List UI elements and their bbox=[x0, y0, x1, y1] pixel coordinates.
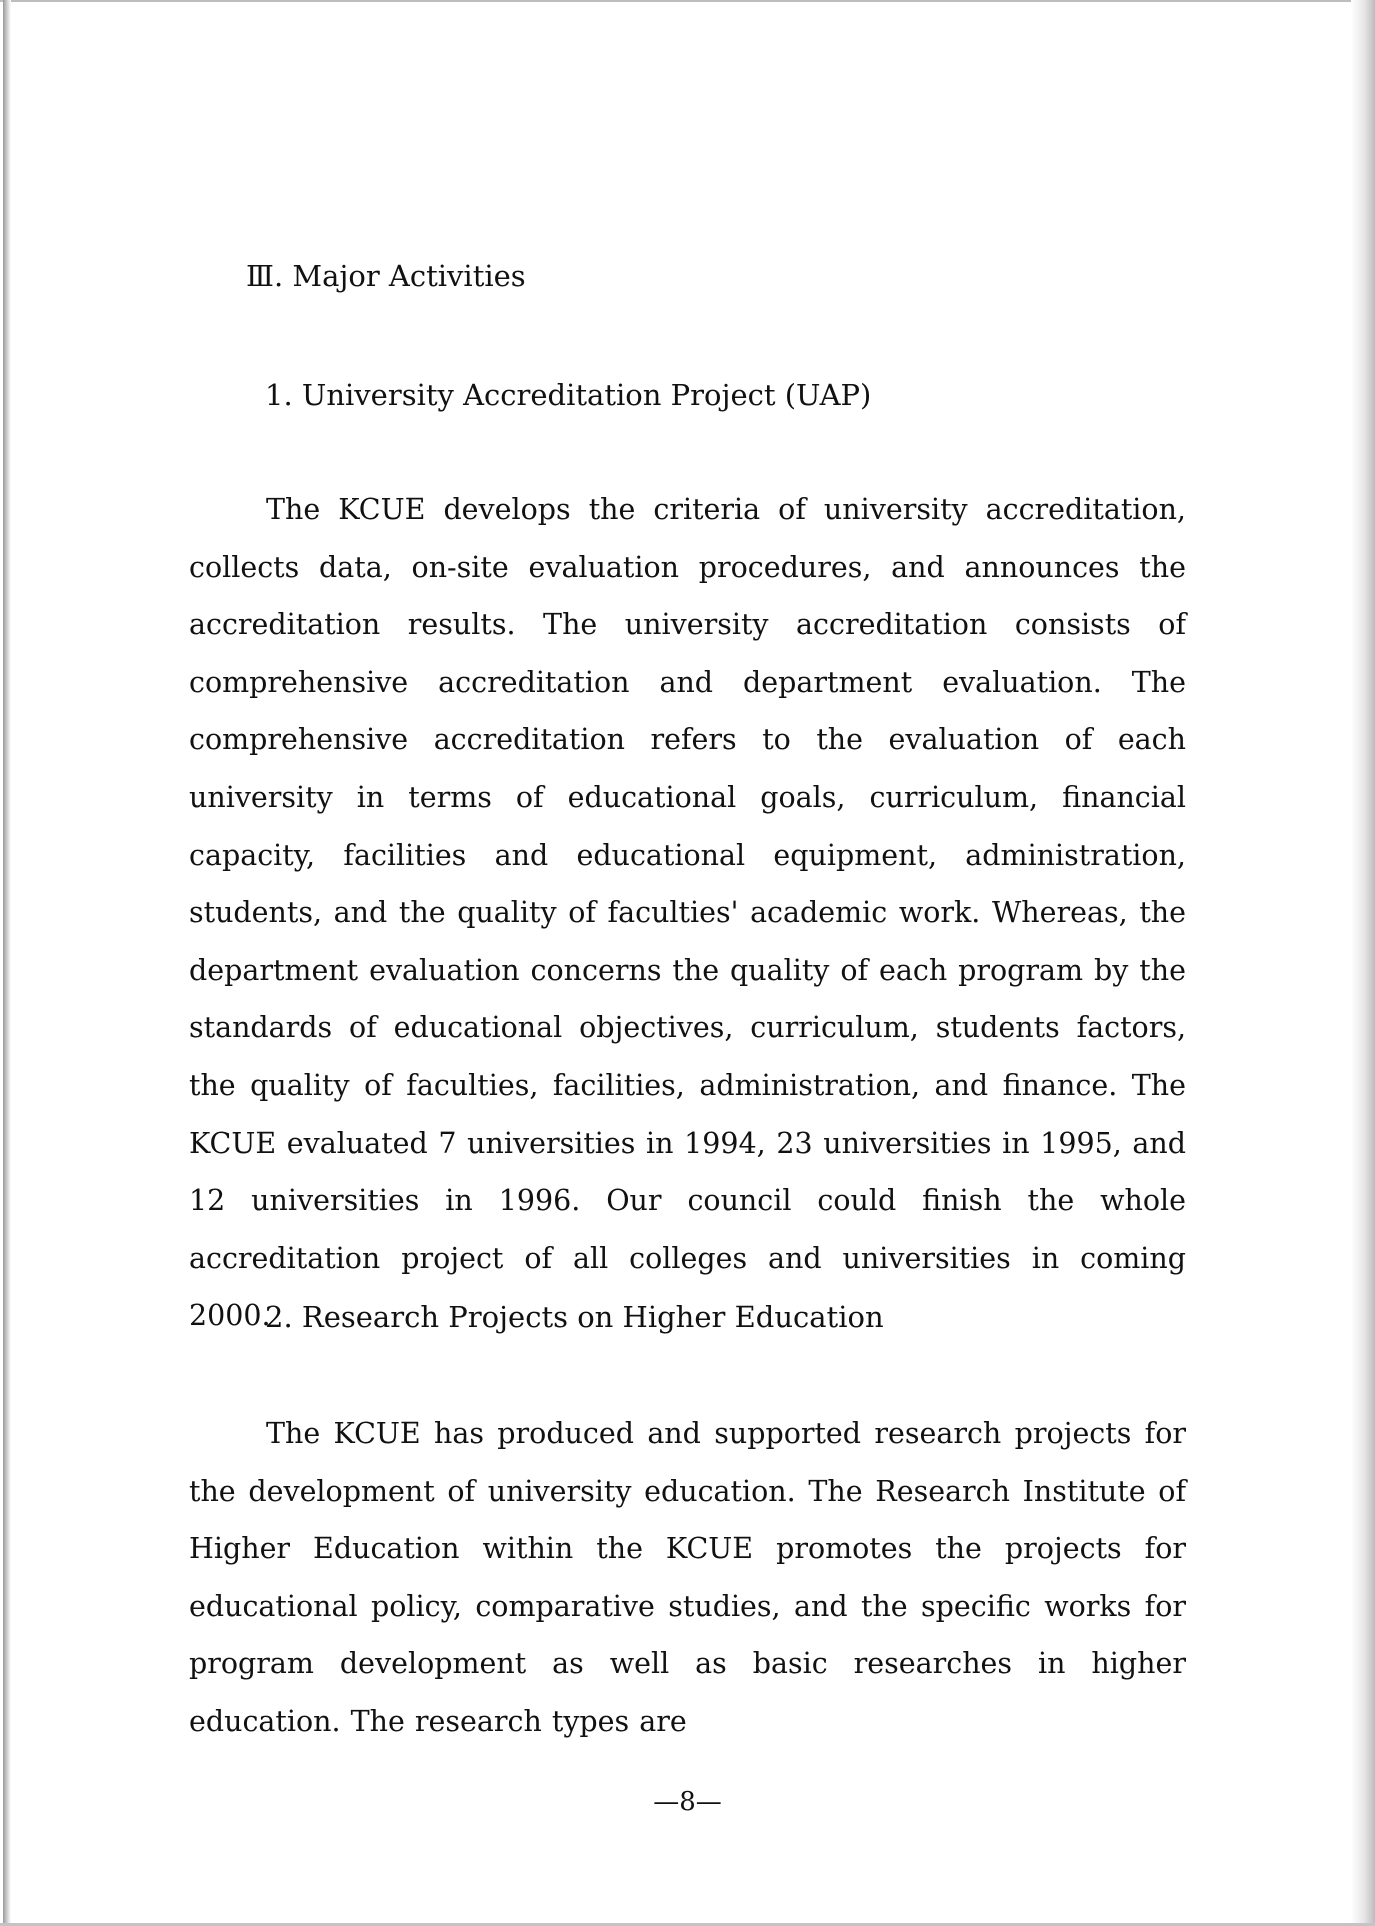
page-right-shadow bbox=[1351, 0, 1375, 1926]
page-number: —8— bbox=[653, 1787, 722, 1817]
section-heading: Ⅲ. Major Activities bbox=[246, 259, 526, 293]
paragraph-research: The KCUE has produced and supported research projects for the development of university education. The Research Institute of Higher Education within the KCUE promotes the projects for educational policy, comparative studies, and the specific works for program development as well as basic researches in higher education. The research types are bbox=[189, 1417, 1186, 1738]
subsection-heading-research: 2. Research Projects on Higher Education bbox=[265, 1300, 884, 1334]
subsection-heading-accreditation: 1. University Accreditation Project (UAP) bbox=[265, 378, 872, 412]
page-left-border bbox=[3, 0, 11, 1926]
page-top-border bbox=[0, 0, 1375, 2]
paragraph-accreditation: The KCUE develops the criteria of university accreditation, collects data, on-site evaluation procedures, and announces the accreditation results. The university accreditation consists of comprehensive accreditation and department evaluation. The comprehensive accreditation refers to the evaluation of each university in terms of educational goals, curriculum, financial capacity, facilities and educational equipment, administration, students, and the quality of faculties' academic work. Whereas, the department evaluation concerns the quality of each program by the standards of educational objectives, curriculum, students factors, the quality of faculties, facilities, administration, and finance. The KCUE evaluated 7 universities in 1994, 23 universities in 1995, and 12 universities in 1996. Our council could finish the whole accreditation project of all colleges and universities in coming 2000. bbox=[189, 493, 1186, 1333]
